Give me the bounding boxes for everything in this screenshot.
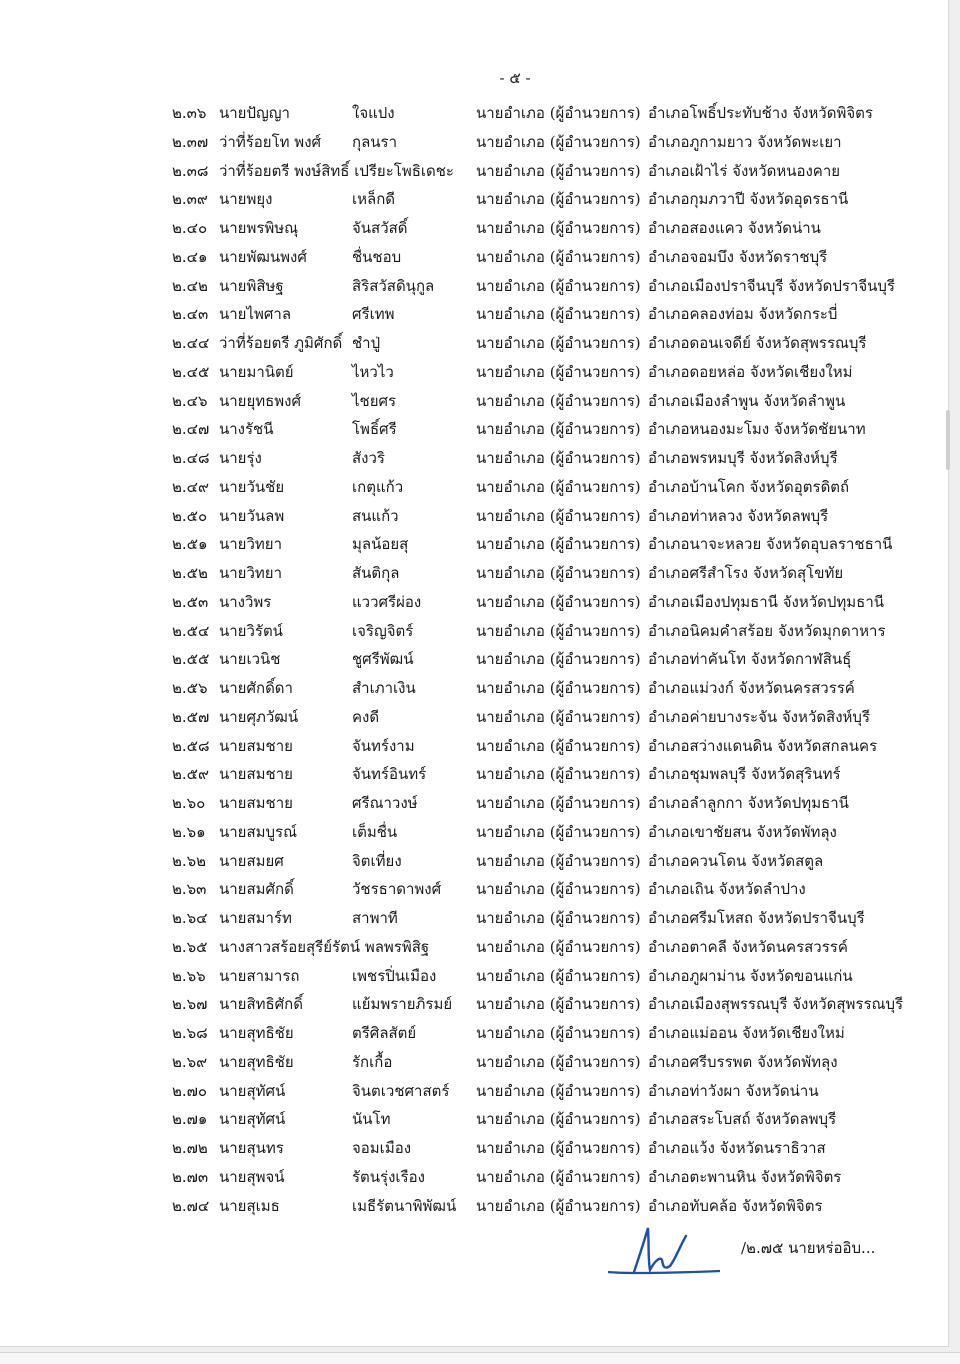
entry-surname: วัชรธาดาพงศ์ — [352, 880, 442, 899]
entry-surname: จันสวัสดิ์ — [352, 219, 408, 237]
entry-position: นายอำเภอ (ผู้อำนวยการ) — [476, 276, 641, 295]
entry-position: นายอำเภอ (ผู้อำนวยการ) — [476, 161, 641, 180]
entry-surname: ศรีณาวงษ์ — [352, 794, 418, 812]
entry-name: นายวิรัตน์ — [219, 621, 283, 640]
entry-surname: ใจแปง — [352, 104, 395, 122]
entry-surname: สาพาที — [352, 909, 398, 927]
entry-number: ๒.๕๒ — [172, 564, 208, 582]
entry-name: นายสมยศ — [219, 851, 284, 870]
entry-name: นายมานิตย์ — [219, 362, 294, 381]
entry-position: นายอำเภอ (ผู้อำนวยการ) — [476, 334, 641, 352]
entry-number: ๒.๖๐ — [172, 794, 206, 812]
entry-position: นายอำเภอ (ผู้อำนวยการ) — [476, 765, 641, 784]
entry-number: ๒.๕๐ — [172, 506, 208, 525]
continuation-note: /๒.๗๕ นายหร่ออิบ... — [741, 1239, 876, 1257]
entry-district: อำเภอเมืองปทุมธานี จังหวัดปทุมธานี — [648, 592, 884, 611]
entry-number: ๒.๓๘ — [172, 161, 209, 180]
entry-name: นายศักดิ์ดา — [219, 679, 293, 697]
entry-name: นายพิสิษฐ — [219, 276, 284, 295]
entry-surname: เกตุแก้ว — [352, 477, 404, 496]
entry-surname: แววศรีผ่อง — [352, 592, 422, 611]
entry-number: ๒.๖๖ — [172, 966, 206, 985]
entry-surname: จันทร์งาม — [352, 736, 415, 755]
entry-name: นายสุนทร — [219, 1139, 284, 1157]
entry-surname: ไหวไว — [352, 362, 394, 381]
entry-district: อำเภอเมืองปราจีนบุรี จังหวัดปราจีนบุรี — [648, 276, 895, 295]
entry-name: นางสาวสร้อยสุรีย์รัตน์ พลพรพิสิฐ — [219, 937, 430, 956]
entry-number: ๒.๖๓ — [172, 880, 207, 899]
entry-surname: นันโท — [352, 1110, 391, 1129]
entry-position: นายอำเภอ (ผู้อำนวยการ) — [476, 305, 641, 324]
entry-surname: จินตเวชศาสตร์ — [352, 1081, 450, 1100]
entry-district: อำเภอท่าคันโท จังหวัดกาฬสินธุ์ — [648, 650, 852, 669]
entry-surname: มุลน้อยสุ — [352, 535, 409, 554]
entry-number: ๒.๗๓ — [172, 1167, 209, 1186]
entry-name: นายสมชาย — [219, 736, 293, 755]
entry-number: ๒.๔๘ — [172, 449, 210, 467]
entry-number: ๒.๖๗ — [172, 995, 208, 1014]
entry-surname: จอมเมือง — [352, 1139, 412, 1157]
entry-number: ๒.๗๒ — [172, 1139, 208, 1157]
entry-district: อำเภอดอยหล่อ จังหวัดเชียงใหม่ — [648, 362, 853, 381]
entry-name: นายพัฒนพงศ์ — [219, 247, 307, 266]
entry-number: ๒.๔๗ — [172, 420, 210, 439]
entry-number: ๒.๔๐ — [172, 219, 208, 237]
entry-name: นายสุทธิชัย — [219, 1052, 294, 1071]
entry-position: นายอำเภอ (ผู้อำนวยการ) — [476, 391, 641, 410]
entry-position: นายอำเภอ (ผู้อำนวยการ) — [476, 1081, 641, 1100]
entry-name: ว่าที่ร้อยโท พงศ์ — [219, 132, 322, 151]
entry-position: นายอำเภอ (ผู้อำนวยการ) — [476, 851, 641, 870]
entry-surname: สำเภาเงิน — [352, 679, 416, 697]
entry-number: ๒.๖๑ — [172, 822, 206, 841]
entry-position: นายอำเภอ (ผู้อำนวยการ) — [476, 1052, 641, 1071]
entry-name: นายวิทยา — [219, 564, 282, 582]
entry-district: อำเภอสว่างแดนดิน จังหวัดสกลนคร — [648, 736, 878, 755]
entry-number: ๒.๖๔ — [172, 909, 208, 927]
entry-number: ๒.๔๓ — [172, 305, 209, 324]
entry-position: นายอำเภอ (ผู้อำนวยการ) — [476, 420, 641, 439]
entry-district: อำเภอเถิน จังหวัดลำปาง — [648, 880, 806, 899]
entry-number: ๒.๓๗ — [172, 132, 209, 151]
entry-position: นายอำเภอ (ผู้อำนวยการ) — [476, 132, 641, 151]
entry-name: นายปัญญา — [219, 104, 290, 122]
entry-name: นายรุ่ง — [219, 449, 262, 467]
entry-district: อำเภอค่ายบางระจัน จังหวัดสิงห์บุรี — [648, 707, 871, 726]
entry-name: นายพยุง — [219, 190, 273, 209]
entry-surname: ตรีศิลสัตย์ — [352, 1024, 417, 1042]
entry-surname: ชูศรีพัฒน์ — [352, 650, 414, 669]
entry-number: ๒.๔๖ — [172, 391, 208, 410]
entry-surname: สิริสวัสดินุกูล — [352, 276, 435, 295]
entry-surname: ศรีเทพ — [352, 305, 395, 324]
bottom-strip — [0, 1352, 960, 1364]
entry-position: นายอำเภอ (ผู้อำนวยการ) — [476, 909, 641, 927]
entry-surname: จันทร์อินทร์ — [352, 765, 427, 784]
entry-surname: เมธีรัตนาพิพัฒน์ — [352, 1196, 457, 1215]
entry-name: นายวิทยา — [219, 535, 282, 554]
entry-name: นายวันลพ — [219, 506, 285, 525]
entry-position: นายอำเภอ (ผู้อำนวยการ) — [476, 1196, 641, 1215]
entry-district: อำเภอภูกามยาว จังหวัดพะเยา — [648, 132, 842, 151]
entry-surname: เต็มชื่น — [352, 822, 398, 841]
entry-district: อำเภอคลองท่อม จังหวัดกระบี่ — [648, 305, 838, 324]
entry-name: นางรัชนี — [219, 420, 274, 439]
entry-district: อำเภอภูผาม่าน จังหวัดขอนแก่น — [648, 966, 853, 985]
entry-district: อำเภอแม่ออน จังหวัดเชียงใหม่ — [648, 1024, 845, 1042]
entry-name: นายสามารถ — [219, 966, 300, 985]
entry-number: ๒.๕๓ — [172, 592, 209, 611]
entry-district: อำเภอเฝ้าไร่ จังหวัดหนองคาย — [648, 161, 841, 180]
entry-district: อำเภอนาจะหลวย จังหวัดอุบลราชธานี — [648, 535, 893, 554]
entry-number: ๒.๕๑ — [172, 535, 208, 554]
entry-number: ๒.๖๙ — [172, 1052, 208, 1071]
entry-number: ๒.๔๒ — [172, 276, 208, 295]
entry-number: ๒.๗๐ — [172, 1081, 208, 1100]
entry-district: อำเภอตาคลี จังหวัดนครสวรรค์ — [648, 937, 848, 956]
entry-surname: คงดี — [352, 707, 380, 726]
entry-position: นายอำเภอ (ผู้อำนวยการ) — [476, 880, 641, 899]
entry-district: อำเภอควนโดน จังหวัดสตูล — [648, 851, 824, 870]
entry-district: อำเภอกุมภวาปี จังหวัดอุดรธานี — [648, 190, 849, 209]
entry-district: อำเภอสองแคว จังหวัดน่าน — [648, 219, 821, 237]
entry-name: นายเวนิช — [219, 650, 281, 669]
entry-position: นายอำเภอ (ผู้อำนวยการ) — [476, 449, 641, 467]
entry-surname: สันติกุล — [352, 564, 400, 582]
entry-district: อำเภอหนองมะโมง จังหวัดชัยนาท — [648, 420, 866, 439]
entry-name: นายสมศักดิ์ — [219, 880, 294, 899]
entry-name: ว่าที่ร้อยตรี พงษ์สิทธิ์ เปรียะโพธิเดชะ — [219, 161, 454, 180]
entry-number: ๒.๓๙ — [172, 190, 208, 209]
entry-position: นายอำเภอ (ผู้อำนวยการ) — [476, 966, 641, 985]
entry-position: นายอำเภอ (ผู้อำนวยการ) — [476, 190, 641, 209]
entry-name: นายสุเมธ — [219, 1196, 280, 1215]
entry-position: นายอำเภอ (ผู้อำนวยการ) — [476, 937, 641, 956]
entry-number: ๒.๓๖ — [172, 104, 207, 122]
entry-position: นายอำเภอ (ผู้อำนวยการ) — [476, 506, 641, 525]
entry-number: ๒.๔๕ — [172, 362, 210, 381]
entry-name: นายยุทธพงศ์ — [219, 391, 302, 410]
entry-position: นายอำเภอ (ผู้อำนวยการ) — [476, 1110, 641, 1129]
entry-position: นายอำเภอ (ผู้อำนวยการ) — [476, 477, 641, 496]
entry-position: นายอำเภอ (ผู้อำนวยการ) — [476, 535, 641, 554]
entry-surname: แย้มพรายภิรมย์ — [352, 995, 453, 1014]
entry-name: นายสมชาย — [219, 794, 293, 812]
entry-name: นายสิทธิศักดิ์ — [219, 995, 304, 1014]
entry-district: อำเภอศรีบรรพต จังหวัดพัทลุง — [648, 1052, 838, 1071]
entry-surname: เพชรปิ่นเมือง — [352, 966, 437, 985]
entry-name: นายสมชาย — [219, 765, 293, 784]
entry-surname: สนแก้ว — [352, 506, 399, 525]
entry-district: อำเภอนิคมคำสร้อย จังหวัดมุกดาหาร — [648, 621, 886, 640]
entry-district: อำเภอทับคล้อ จังหวัดพิจิตร — [648, 1196, 823, 1215]
entry-number: ๒.๔๔ — [172, 334, 210, 352]
entry-district: อำเภอแม่วงก์ จังหวัดนครสวรรค์ — [648, 679, 855, 697]
entry-surname: โพธิ์ศรี — [352, 420, 397, 439]
entry-number: ๒.๔๑ — [172, 247, 208, 266]
entry-position: นายอำเภอ (ผู้อำนวยการ) — [476, 1024, 641, 1042]
entry-surname: รักเกื้อ — [352, 1052, 393, 1071]
entry-district: อำเภอแว้ง จังหวัดนราธิวาส — [648, 1139, 826, 1157]
entry-number: ๒.๕๔ — [172, 621, 210, 640]
entry-position: นายอำเภอ (ผู้อำนวยการ) — [476, 679, 641, 697]
entry-number: ๒.๕๘ — [172, 736, 210, 755]
entry-surname: เจริญจิตร์ — [352, 621, 414, 640]
entry-name: นายสุทัศน์ — [219, 1110, 286, 1129]
entry-district: อำเภอท่าวังผา จังหวัดน่าน — [648, 1081, 819, 1100]
entry-surname: เหล็กดี — [352, 190, 396, 209]
entry-position: นายอำเภอ (ผู้อำนวยการ) — [476, 592, 641, 611]
entry-surname: สังวริ — [352, 449, 385, 467]
entry-position: นายอำเภอ (ผู้อำนวยการ) — [476, 621, 641, 640]
scrollbar-thumb[interactable] — [946, 410, 950, 470]
entry-position: นายอำเภอ (ผู้อำนวยการ) — [476, 362, 641, 381]
entry-position: นายอำเภอ (ผู้อำนวยการ) — [476, 650, 641, 669]
entry-number: ๒.๗๔ — [172, 1196, 210, 1215]
entry-district: อำเภอตะพานหิน จังหวัดพิจิตร — [648, 1167, 842, 1186]
entry-district: อำเภอชุมพลบุรี จังหวัดสุรินทร์ — [648, 765, 841, 784]
entry-number: ๒.๖๒ — [172, 851, 207, 870]
entry-name: นางวิพร — [219, 592, 272, 611]
entry-district: อำเภอท่าหลวง จังหวัดลพบุรี — [648, 506, 829, 525]
entry-position: นายอำเภอ (ผู้อำนวยการ) — [476, 104, 641, 122]
entry-district: อำเภอโพธิ์ประทับช้าง จังหวัดพิจิตร — [648, 104, 873, 122]
entry-number: ๒.๕๖ — [172, 679, 208, 697]
entry-number: ๒.๗๑ — [172, 1110, 208, 1129]
entry-name: นายสุทัศน์ — [219, 1081, 286, 1100]
entry-position: นายอำเภอ (ผู้อำนวยการ) — [476, 736, 641, 755]
entry-surname: จิตเที่ยง — [352, 851, 402, 870]
entry-surname: ชื่นชอบ — [352, 247, 402, 266]
entry-name: นายสุพจน์ — [219, 1167, 285, 1186]
entry-name: นายวันชัย — [219, 477, 285, 496]
entry-name: นายสมบูรณ์ — [219, 822, 298, 841]
entry-surname: ชำปู่ — [352, 334, 381, 352]
entry-position: นายอำเภอ (ผู้อำนวยการ) — [476, 794, 641, 812]
entry-name: นายพรพิษณุ — [219, 219, 299, 237]
entry-district: อำเภอบ้านโคก จังหวัดอุตรดิตถ์ — [648, 477, 850, 496]
page-number: - ๕ - — [499, 69, 531, 87]
entry-district: อำเภอพรหมบุรี จังหวัดสิงห์บุรี — [648, 449, 838, 467]
entry-name: นายสมาร์ท — [219, 909, 292, 927]
entry-number: ๒.๕๗ — [172, 707, 210, 726]
entry-position: นายอำเภอ (ผู้อำนวยการ) — [476, 995, 641, 1014]
entry-name: นายไพศาล — [219, 305, 292, 324]
entry-position: นายอำเภอ (ผู้อำนวยการ) — [476, 247, 641, 266]
entry-position: นายอำเภอ (ผู้อำนวยการ) — [476, 219, 641, 237]
entry-number: ๒.๖๘ — [172, 1024, 208, 1042]
entry-position: นายอำเภอ (ผู้อำนวยการ) — [476, 707, 641, 726]
entry-district: อำเภอเขาชัยสน จังหวัดพัทลุง — [648, 822, 837, 841]
entry-district: อำเภอศรีมโหสถ จังหวัดปราจีนบุรี — [648, 909, 865, 927]
signature-mark — [600, 1222, 740, 1282]
entry-name: ว่าที่ร้อยตรี ภูมิศักดิ์ — [219, 334, 343, 352]
entry-district: อำเภอดอนเจดีย์ จังหวัดสุพรรณบุรี — [648, 334, 867, 352]
entry-surname: กุลนรา — [352, 132, 398, 151]
entry-district: อำเภอสระโบสถ์ จังหวัดลพบุรี — [648, 1110, 837, 1129]
entry-district: อำเภอเมืองสุพรรณบุรี จังหวัดสุพรรณบุรี — [648, 995, 904, 1014]
entry-position: นายอำเภอ (ผู้อำนวยการ) — [476, 564, 641, 582]
entry-number: ๒.๖๕ — [172, 937, 208, 956]
entry-district: อำเภอลำลูกกา จังหวัดปทุมธานี — [648, 794, 849, 812]
entry-surname: ไชยศร — [352, 391, 397, 410]
entry-district: อำเภอจอมบึง จังหวัดราชบุรี — [648, 247, 828, 266]
entry-name: นายศุภวัฒน์ — [219, 707, 299, 726]
entry-position: นายอำเภอ (ผู้อำนวยการ) — [476, 1139, 641, 1157]
entry-district: อำเภอศรีสำโรง จังหวัดสุโขทัย — [648, 564, 844, 582]
entry-position: นายอำเภอ (ผู้อำนวยการ) — [476, 1167, 641, 1186]
entry-number: ๒.๕๕ — [172, 650, 210, 669]
entry-number: ๒.๕๙ — [172, 765, 209, 784]
entry-position: นายอำเภอ (ผู้อำนวยการ) — [476, 822, 641, 841]
entry-surname: รัตนรุ่งเรือง — [352, 1167, 425, 1186]
entry-name: นายสุทธิชัย — [219, 1024, 294, 1042]
entry-district: อำเภอเมืองลำพูน จังหวัดลำพูน — [648, 391, 846, 410]
entry-number: ๒.๔๙ — [172, 477, 209, 496]
